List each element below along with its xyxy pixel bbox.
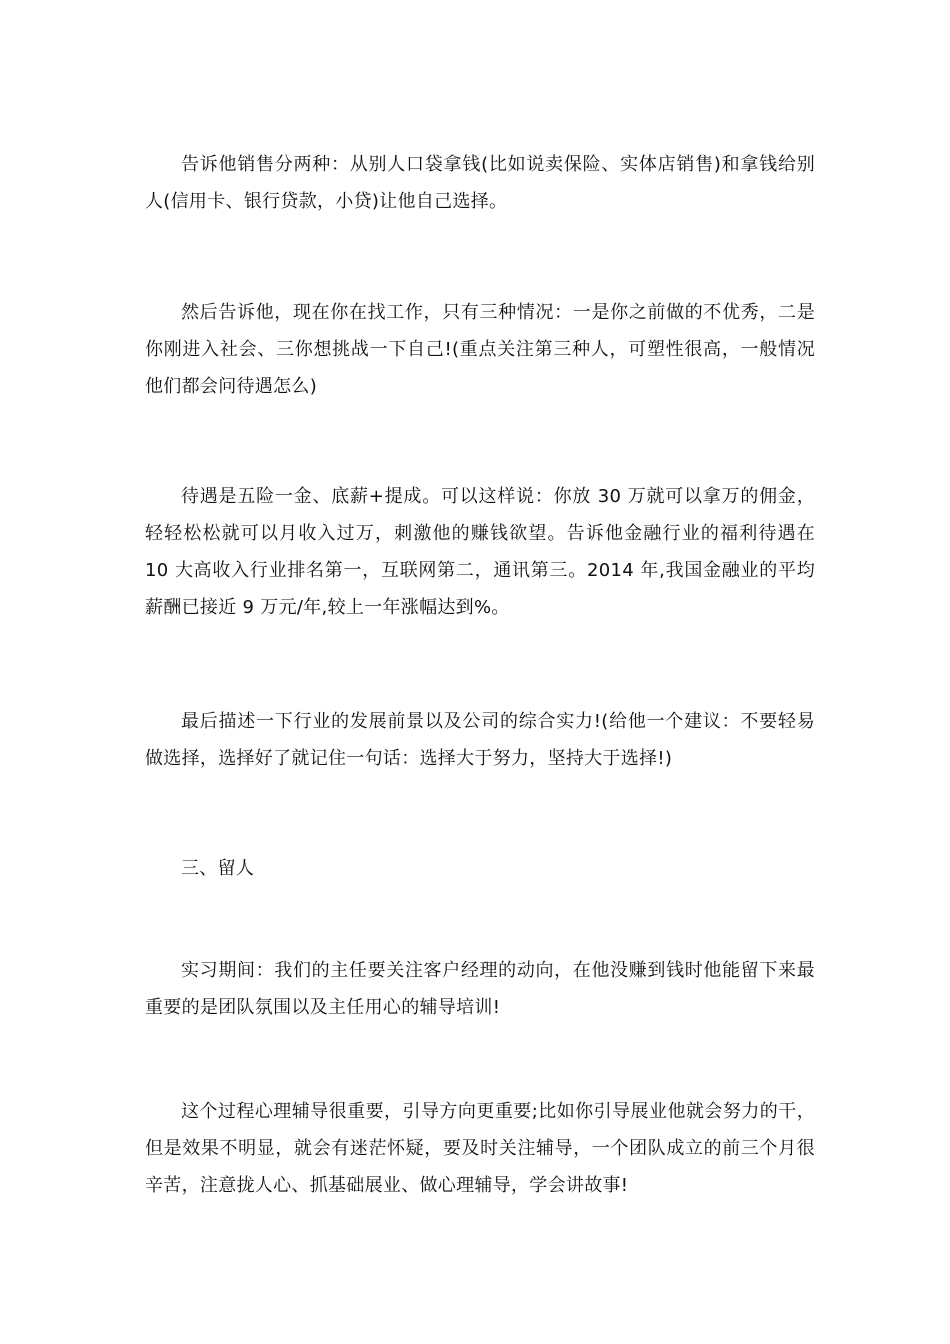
paragraph-psychological-guidance: 这个过程心理辅导很重要，引导方向更重要;比如你引导展业他就会努力的干，但是效果不明显，就会有迷茫怀疑，要及时关注辅导，一个团队成立的前三个月很辛苦，注意拢人心、抓基础展业、做心理辅导，学会讲故事! — [145, 1101, 815, 1196]
paragraph-industry-outlook: 最后描述一下行业的发展前景以及公司的综合实力!(给他一个建议：不要轻易做选择，选择好了就记住一句话：选择大于努力，坚持大于选择!) — [145, 711, 815, 769]
paragraph-sales-types: 告诉他销售分两种：从别人口袋拿钱(比如说卖保险、实体店销售)和拿钱给别人(信用卡、银行贷款，小贷)让他自己选择。 — [145, 154, 815, 212]
paragraph-job-situations: 然后告诉他，现在你在找工作，只有三种情况：一是你之前做的不优秀，二是你刚进入社会、三你想挑战一下自己!(重点关注第三种人，可塑性很高，一般情况他们都会问待遇怎么) — [145, 302, 815, 397]
paragraph-internship-period: 实习期间：我们的主任要关注客户经理的动向，在他没赚到钱时他能留下来最重要的是团队氛围以及主任用心的辅导培训! — [145, 960, 815, 1018]
section-heading-retention: 三、留人 — [181, 858, 255, 879]
paragraph-compensation: 待遇是五险一金、底薪+提成。可以这样说：你放 30 万就可以拿万的佣金，轻轻松松就可以月收入过万，刺激他的赚钱欲望。告诉他金融行业的福利待遇在 10 大高收入行业排名第一，互联网第二，通讯第三。2014 年,我国金融业的平均薪酬已接近 9 万元/年,较上一年涨幅达到%。 — [145, 486, 815, 618]
